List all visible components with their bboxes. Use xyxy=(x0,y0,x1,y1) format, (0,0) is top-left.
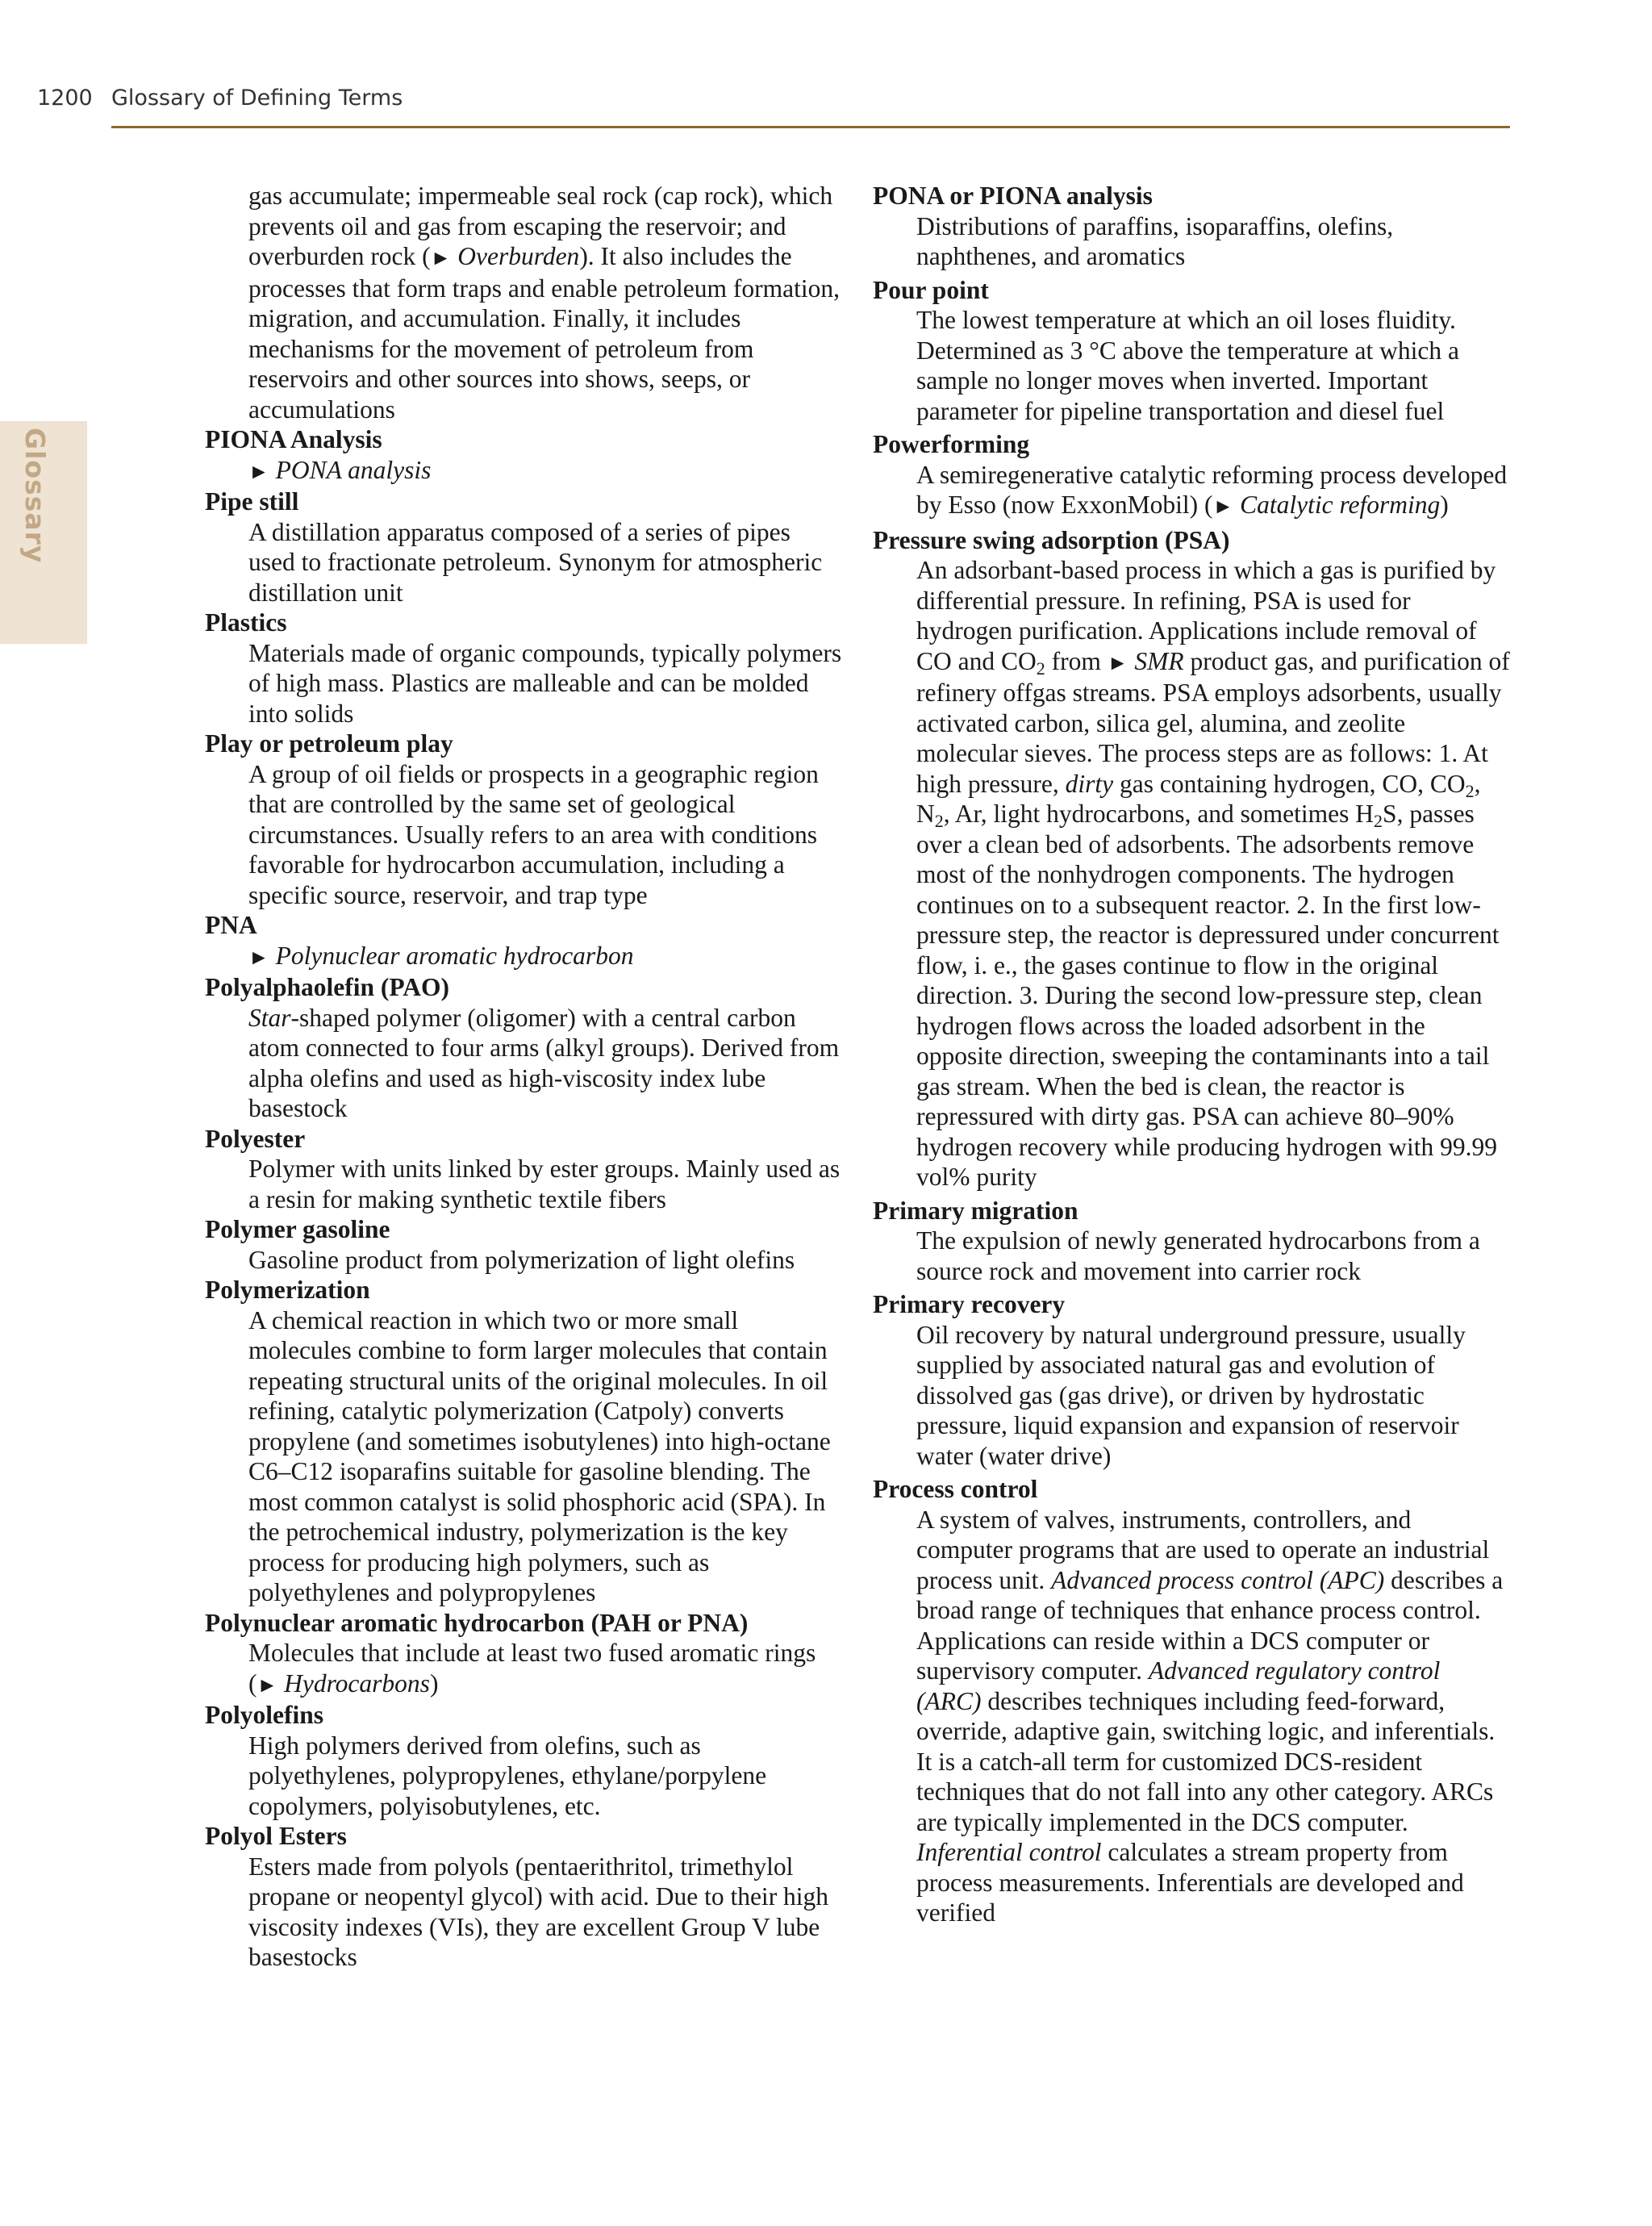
glossary-definition xyxy=(248,455,842,487)
cross-reference-link[interactable]: Polynuclear aromatic hydrocarbon xyxy=(275,941,634,970)
header-rule xyxy=(111,126,1510,128)
glossary-term: Plastics xyxy=(205,608,287,637)
glossary-side-tab-label: Glossary xyxy=(19,428,51,564)
glossary-definition: Oil recovery by natural underground pressure, usually supplied by associated natural gas and evolution of dissolved gas (gas drive), or driven by hydrostatic pressure, liquid expansion and expansion of reservoir water (water drive) xyxy=(916,1320,1466,1470)
cross-reference-link[interactable]: PONA analysis xyxy=(275,455,432,484)
glossary-definition: Distributions of paraffins, isoparaffins, olefins, naphthenes, and aromatics xyxy=(916,211,1394,270)
glossary-term: Play or petroleum play xyxy=(205,729,453,758)
cross-reference-link[interactable]: Hydrocarbons xyxy=(284,1668,430,1698)
cross-reference-arrow-icon: ► xyxy=(430,246,452,269)
right-column xyxy=(873,181,1510,1928)
glossary-definition: Esters made from polyols (pentaerithritol, trimethylol propane or neopentyl glycol) with acid. Due to their high viscosity indexes (VIs), they are excellent Group V lube basestocks xyxy=(248,1852,829,1971)
glossary-definition: A system of valves, instruments, controllers, and computer programs that are used to operate an industrial process unit. Advanced process control (APC) describes a broad range of techniques that enhance process control. Applications can reside within a DCS computer or supervisory computer. Advanced regulatory control (ARC) describes techniques including feed-forward, override, adaptive gain, switching logic, and inferentials. It is a catch-all term for customized DCS-resident techniques that do not fall into any other category. ARCs are typically implemented in the DCS computer. Inferential control calculates a stream property from process measurements. Inferentials are developed and verified xyxy=(916,1505,1504,1927)
glossary-term: PIONA Analysis xyxy=(205,425,382,453)
cross-reference-link[interactable]: Overburden xyxy=(457,242,580,270)
glossary-definition: Polymer with units linked by ester groups. Mainly used as a resin for making synthetic textile fibers xyxy=(248,1155,841,1213)
glossary-definition: A group of oil fields or prospects in a geographic region that are controlled by the same set of geological circumstances. Usually refers to an area with conditions favorable for hydrocarbon accumulation, including a specific source, reservoir, and trap type xyxy=(248,759,819,909)
cross-reference-arrow-icon: ► xyxy=(248,459,269,483)
glossary-definition xyxy=(248,941,842,973)
page-number: 1200 xyxy=(37,86,93,111)
left-column xyxy=(205,181,842,1973)
cross-reference-arrow-icon: ► xyxy=(257,1673,278,1697)
cross-reference-arrow-icon: ► xyxy=(1107,650,1128,674)
glossary-term: Polyolefins xyxy=(205,1701,323,1729)
page-header xyxy=(0,0,1652,129)
cross-reference-link[interactable]: SMR xyxy=(1134,646,1184,675)
glossary-term: PONA or PIONA analysis xyxy=(873,182,1153,210)
glossary-definition: A chemical reaction in which two or more small molecules combine to form larger molecules that contain repeating structural units of the original molecules. In oil refining, catalytic polymerization (Catpoly) converts propylene (and sometimes isobutylenes) into high-octane C6–C12 isoparafins suitable for gasoline blending. The most common catalyst is solid phosphoric acid (SPA). In the petrochemical industry, polymerization is the key process for producing high polymers, such as polyethylenes and polypropylenes xyxy=(248,1305,831,1606)
glossary-term: Pour point xyxy=(873,275,989,304)
glossary-term: Polyalphaolefin (PAO) xyxy=(205,973,450,1001)
glossary-term: Polynuclear aromatic hydrocarbon (PAH or PNA) xyxy=(205,1608,749,1637)
glossary-term: Process control xyxy=(873,1475,1038,1503)
glossary-definition: The lowest temperature at which an oil loses fluidity. Determined as 3 °C above the temperature at which a sample no longer moves when inverted. Important parameter for pipeline transportation and diesel fuel xyxy=(916,306,1459,425)
cross-reference-link[interactable]: Catalytic reforming xyxy=(1240,491,1441,519)
glossary-definition: Gasoline product from polymerization of light olefins xyxy=(248,1245,795,1274)
cross-reference-arrow-icon: ► xyxy=(248,945,269,969)
glossary-term: Primary migration xyxy=(873,1196,1078,1225)
glossary-term: Pipe still xyxy=(205,487,299,516)
glossary-definition: A semiregenerative catalytic reforming process developed by Esso (now ExxonMobil) (► Catalytic reforming) xyxy=(916,460,1508,519)
glossary-term: Powerforming xyxy=(873,430,1030,458)
glossary-definition: A distillation apparatus composed of a series of pipes used to fractionate petroleum. Synonym for atmospheric distillation unit xyxy=(248,517,823,607)
glossary-term: Primary recovery xyxy=(873,1290,1066,1318)
glossary-definition: Molecules that include at least two fused aromatic rings (► Hydrocarbons) xyxy=(248,1639,816,1698)
running-head-title: Glossary of Defining Terms xyxy=(111,86,403,111)
glossary-definition: The expulsion of newly generated hydrocarbons from a source rock and movement into carrier rock xyxy=(916,1226,1480,1285)
glossary-term: Polymerization xyxy=(205,1276,370,1304)
glossary-term: Polymer gasoline xyxy=(205,1215,390,1243)
glossary-definition: Star-shaped polymer (oligomer) with a central carbon atom connected to four arms (alkyl groups). Derived from alpha olefins and used as high-viscosity index lube basestock xyxy=(248,1003,840,1122)
continued-definition: gas accumulate; impermeable seal rock (cap rock), which prevents oil and gas from escaping the reservoir; and overburden rock (► Overburden). It also includes the processes that form traps and enable petroleum formation, migration, and accumulation. Finally, it includes mechanisms for the movement of petroleum from reservoirs and other sources into shows, seeps, or accumulations xyxy=(248,182,841,424)
glossary-definition: An adsorbant-based process in which a gas is purified by differential pressure. In refining, PSA is used for hydrogen purification. Applications include removal of CO and $CO_2$ from ► SMR product gas, and purification of refinery offgas streams. PSA employs adsorbents, usually activated carbon, silica gel, alumina, and zeolite molecular sieves. The process steps are as follows: 1. At high pressure, dirty gas containing hydrogen, CO, $CO_2$, $N_2$, Ar, light hydrocarbons, and sometimes $H_2S$, passes over a clean bed of adsorbents. The adsorbents remove most of the nonhydrogen components. The hydrogen continues on to a subsequent reactor. 2. In the first low-pressure step, the reactor is depressured under concurrent flow, i. e., the gases continue to flow in the original direction. 3. During the second low-pressure step, clean hydrogen flows across the loaded adsorbent in the opposite direction, sweeping the contaminants into a tail gas stream. When the bed is clean, the reactor is repressured with dirty gas. PSA can achieve 80–90% hydrogen recovery while producing hydrogen with 99.99 vol% purity xyxy=(916,556,1510,1191)
glossary-term: Polyester xyxy=(205,1124,306,1153)
glossary-definition: Materials made of organic compounds, typically polymers of high mass. Plastics are malleable and can be molded into solids xyxy=(248,638,842,728)
glossary-term: PNA xyxy=(205,911,257,939)
glossary-definition: High polymers derived from olefins, such as polyethylenes, polypropylenes, ethylane/porpylene copolymers, polyisobutylenes, etc. xyxy=(248,1731,767,1820)
glossary-term: Pressure swing adsorption (PSA) xyxy=(873,525,1230,554)
cross-reference-arrow-icon: ► xyxy=(1212,495,1234,518)
glossary-term: Polyol Esters xyxy=(205,1822,347,1850)
